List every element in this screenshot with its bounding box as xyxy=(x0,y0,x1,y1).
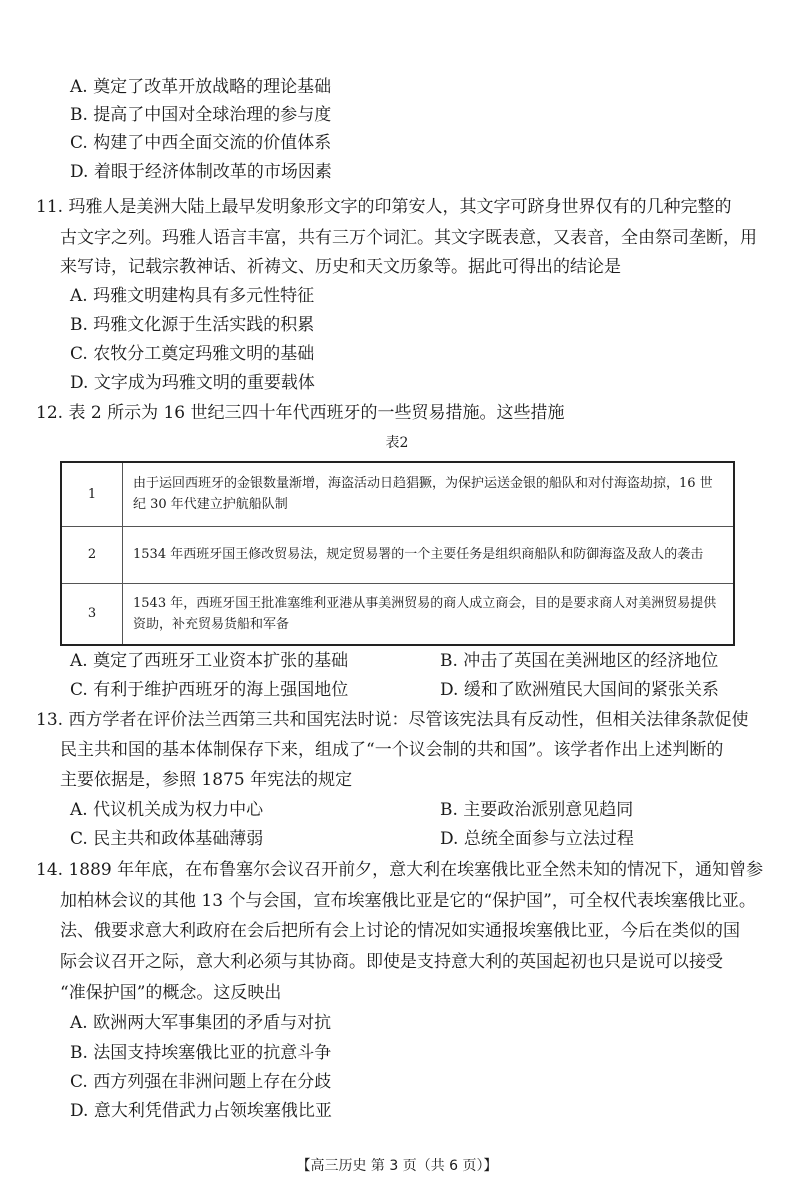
q14-stem-line-2: 加柏林会议的其他 13 个与会国，宣布埃塞俄比亚是它的“保护国”，可全权代表埃塞俄比亚。 xyxy=(60,891,756,911)
q13-option-b: B. 主要政治派别意见趋同 xyxy=(440,800,634,820)
q13-stem-line-3: 主要依据是，参照 1875 年宪法的规定 xyxy=(60,770,353,790)
q13-stem-line-1: 13. 西方学者在评价法兰西第三共和国宪法时说：尽管该宪法具有反动性，但相关法律条款促使 xyxy=(36,710,749,730)
q11-stem-line-1: 11. 玛雅人是美洲大陆上最早发明象形文字的印第安人，其文字可跻身世界仅有的几种完整的 xyxy=(36,197,732,217)
table-row-number: 1 xyxy=(61,462,123,526)
q11-option-c: C. 农牧分工奠定玛雅文明的基础 xyxy=(70,344,315,364)
q12-option-d: D. 缓和了欧洲殖民大国间的紧张关系 xyxy=(440,680,719,700)
table-row-number: 3 xyxy=(61,583,123,645)
table-row xyxy=(61,583,734,645)
q14-stem-line-4: 际会议召开之际，意大利必须与其协商。即使是支持意大利的英国起初也只是说可以接受 xyxy=(60,952,723,972)
table-row xyxy=(61,526,734,583)
table-caption: 表2 xyxy=(385,435,409,451)
q14-option-b: B. 法国支持埃塞俄比亚的抗意斗争 xyxy=(70,1043,332,1063)
q13-option-d: D. 总统全面参与立法过程 xyxy=(440,829,634,849)
q11-option-d: D. 文字成为玛雅文明的重要载体 xyxy=(70,373,315,393)
q12-option-b: B. 冲击了英国在美洲地区的经济地位 xyxy=(440,651,719,671)
q14-option-d: D. 意大利凭借武力占领埃塞俄比亚 xyxy=(70,1101,332,1121)
q14-stem-line-3: 法、俄要求意大利政府在会后把所有会上讨论的情况如实通报埃塞俄比亚，今后在类似的国 xyxy=(60,921,740,941)
q14-stem-line-1: 14. 1889 年年底，在布鲁塞尔会议召开前夕，意大利在埃塞俄比亚全然未知的情况下，通知曾参 xyxy=(36,860,764,880)
q12-option-c: C. 有利于维护西班牙的海上强国地位 xyxy=(70,680,349,700)
q10-option-b: B. 提高了中国对全球治理的参与度 xyxy=(70,105,332,125)
q14-option-a: A. 欧洲两大军事集团的矛盾与对抗 xyxy=(70,1013,332,1033)
trade-measures-table xyxy=(60,461,735,646)
table-row-text: 1543 年，西班牙国王批准塞维利亚港从事美洲贸易的商人成立商会，目的是要求商人对美洲贸易提供资助，补充贸易货船和军备 xyxy=(123,583,735,645)
q13-option-a: A. 代议机关成为权力中心 xyxy=(70,800,264,820)
table-row-text: 由于运回西班牙的金银数量渐增，海盗活动日趋猖獗，为保护运送金银的船队和对付海盗劫掠，16 世纪 30 年代建立护航船队制 xyxy=(123,462,735,526)
q11-option-b: B. 玛雅文化源于生活实践的积累 xyxy=(70,315,315,335)
q10-option-d: D. 着眼于经济体制改革的市场因素 xyxy=(70,162,332,182)
page-footer: 【高三历史 第 3 页（共 6 页）】 xyxy=(296,1158,498,1174)
table-row xyxy=(61,462,734,526)
q14-stem-line-5: “准保护国”的概念。这反映出 xyxy=(60,983,282,1003)
q11-option-a: A. 玛雅文明建构具有多元性特征 xyxy=(70,286,315,306)
q12-option-a: A. 奠定了西班牙工业资本扩张的基础 xyxy=(70,651,349,671)
q10-option-c: C. 构建了中西全面交流的价值体系 xyxy=(70,133,332,153)
q10-option-a: A. 奠定了改革开放战略的理论基础 xyxy=(70,77,332,97)
table-row-text: 1534 年西班牙国王修改贸易法，规定贸易署的一个主要任务是组织商船队和防御海盗及敌人的袭击 xyxy=(123,526,735,583)
table-row-number: 2 xyxy=(61,526,123,583)
q12-stem: 12. 表 2 所示为 16 世纪三四十年代西班牙的一些贸易措施。这些措施 xyxy=(36,403,565,423)
q11-stem-line-2: 古文字之列。玛雅人语言丰富，共有三万个词汇。其文字既表意，又表音，全由祭司垄断，用 xyxy=(60,228,757,248)
q13-option-c: C. 民主共和政体基础薄弱 xyxy=(70,829,264,849)
q13-stem-line-2: 民主共和国的基本体制保存下来，组成了“一个议会制的共和国”。该学者作出上述判断的 xyxy=(60,740,724,760)
q11-stem-line-3: 来写诗，记载宗教神话、祈祷文、历史和天文历象等。据此可得出的结论是 xyxy=(60,257,621,277)
q14-option-c: C. 西方列强在非洲问题上存在分歧 xyxy=(70,1072,332,1092)
